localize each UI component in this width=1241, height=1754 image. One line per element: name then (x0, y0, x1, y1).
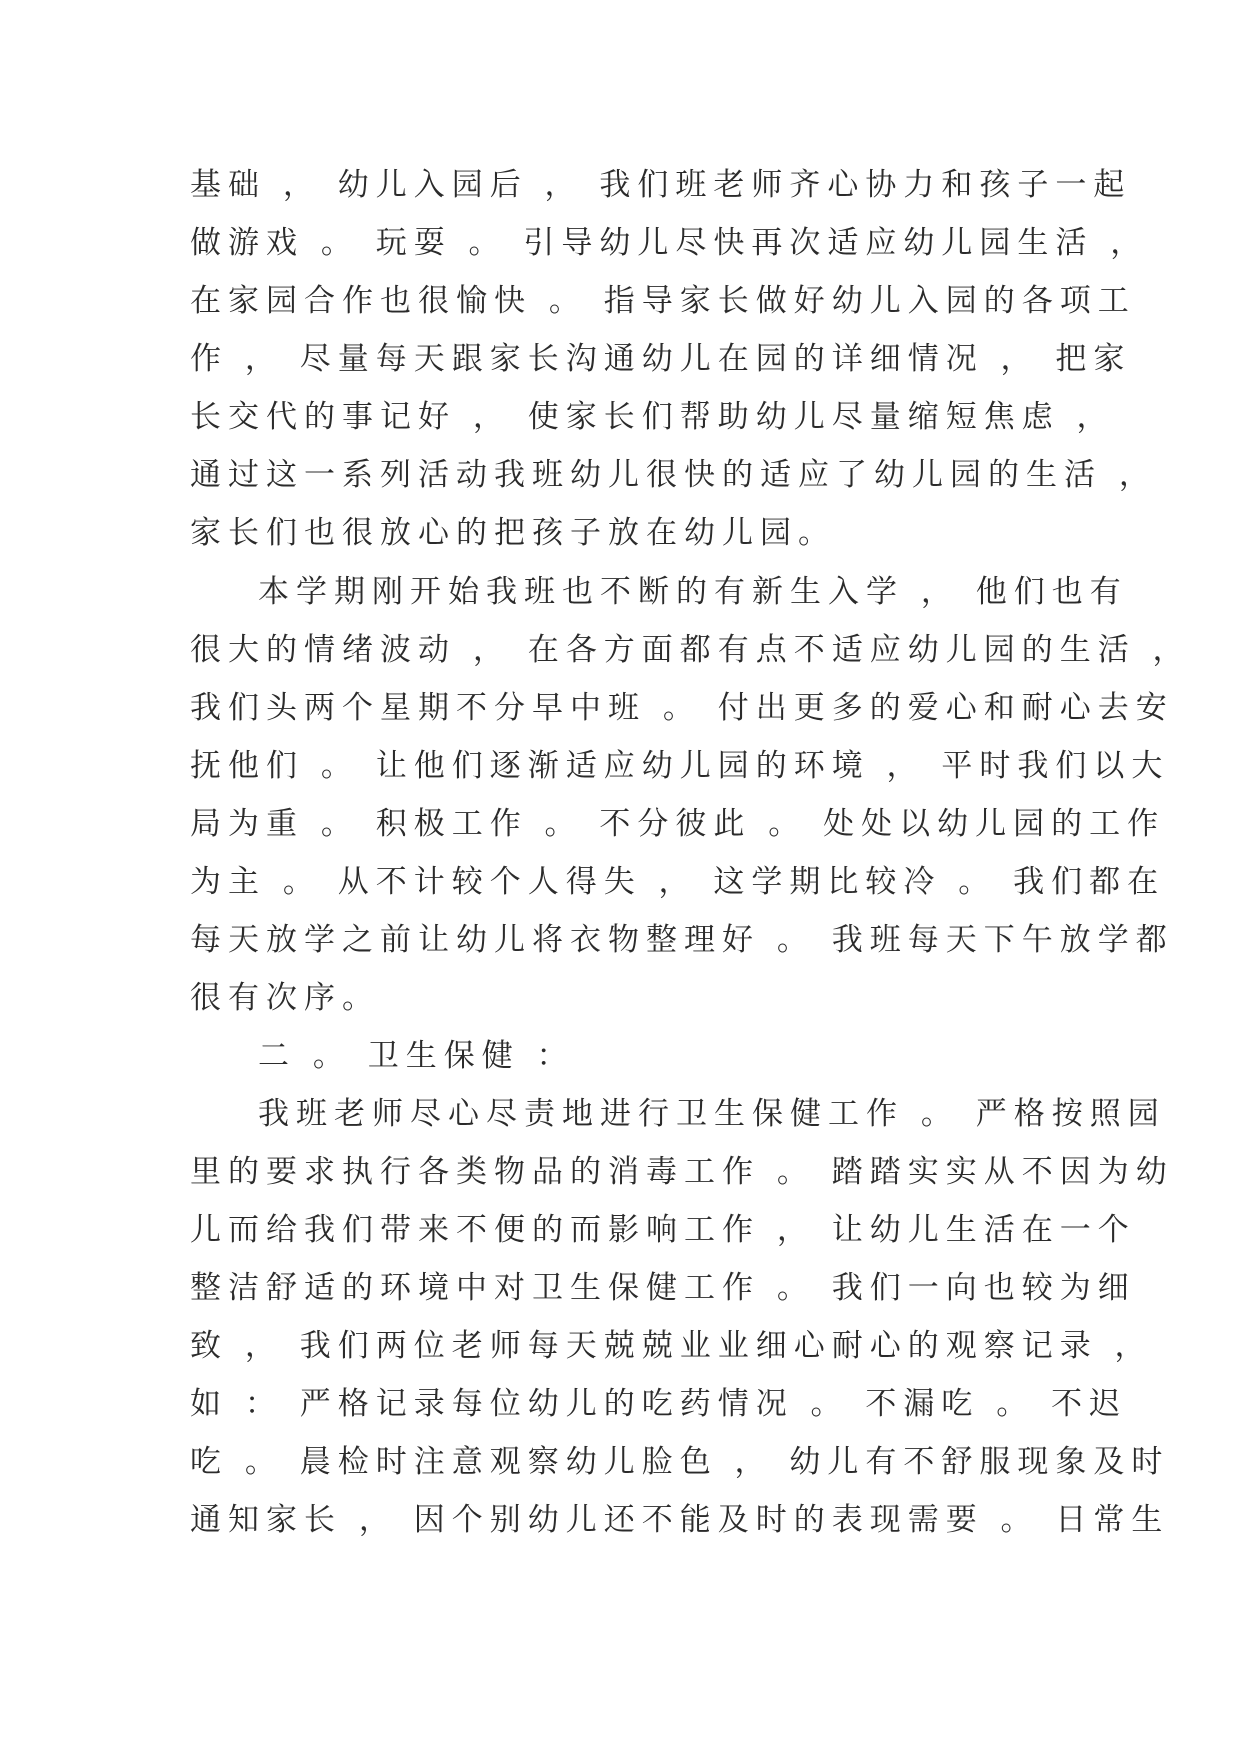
text-line: 家长们也很放心的把孩子放在幼儿园。 (190, 515, 836, 551)
text-line: 为主 。 从不计较个人得失 ， 这学期比较冷 。 我们都在 (190, 864, 1166, 900)
text-line: 通知家长 ， 因个别幼儿还不能及时的表现需要 。 日常生 (190, 1502, 1170, 1538)
paragraph-first-line: 我班老师尽心尽责地进行卫生保健工作 。 严格按照园 (258, 1096, 1166, 1132)
text-line: 做游戏 。 玩耍 。 引导幼儿尽快再次适应幼儿园生活 ， (190, 225, 1149, 261)
paragraph-first-line: 本学期刚开始我班也不断的有新生入学 ， 他们也有 (258, 574, 1128, 610)
text-line: 里的要求执行各类物品的消毒工作 。 踏踏实实从不因为幼 (190, 1154, 1174, 1190)
text-line: 很有次序。 (190, 980, 380, 1016)
text-line: 每天放学之前让幼儿将衣物整理好 。 我班每天下午放学都 (190, 922, 1174, 958)
text-line: 致 ， 我们两位老师每天兢兢业业细心耐心的观察记录 ， (190, 1328, 1153, 1364)
text-line: 我们头两个星期不分早中班 。 付出更多的爱心和耐心去安 (190, 690, 1174, 726)
text-line: 通过这一系列活动我班幼儿很快的适应了幼儿园的生活 ， (190, 457, 1157, 493)
text-line: 抚他们 。 让他们逐渐适应幼儿园的环境 ， 平时我们以大 (190, 748, 1170, 784)
text-line: 很大的情绪波动 ， 在各方面都有点不适应幼儿园的生活 ， (190, 632, 1191, 668)
text-line: 基础 ， 幼儿入园后 ， 我们班老师齐心协力和孩子一起 (190, 167, 1132, 203)
text-line: 如 ： 严格记录每位幼儿的吃药情况 。 不漏吃 。 不迟 (190, 1386, 1128, 1422)
text-line: 在家园合作也很愉快 。 指导家长做好幼儿入园的各项工 (190, 283, 1136, 319)
section-heading: 二 。 卫生保健 ： (258, 1038, 575, 1074)
text-line: 吃 。 晨检时注意观察幼儿脸色 ， 幼儿有不舒服现象及时 (190, 1444, 1170, 1480)
text-line: 长交代的事记好 ， 使家长们帮助幼儿尽量缩短焦虑 ， (190, 399, 1115, 435)
text-line: 作 ， 尽量每天跟家长沟通幼儿在园的详细情况 ， 把家 (190, 341, 1132, 377)
text-line: 儿而给我们带来不便的而影响工作 ， 让幼儿生活在一个 (190, 1212, 1136, 1248)
text-line: 局为重 。 积极工作 。 不分彼此 。 处处以幼儿园的工作 (190, 806, 1166, 842)
text-line: 整洁舒适的环境中对卫生保健工作 。 我们一向也较为细 (190, 1270, 1136, 1306)
